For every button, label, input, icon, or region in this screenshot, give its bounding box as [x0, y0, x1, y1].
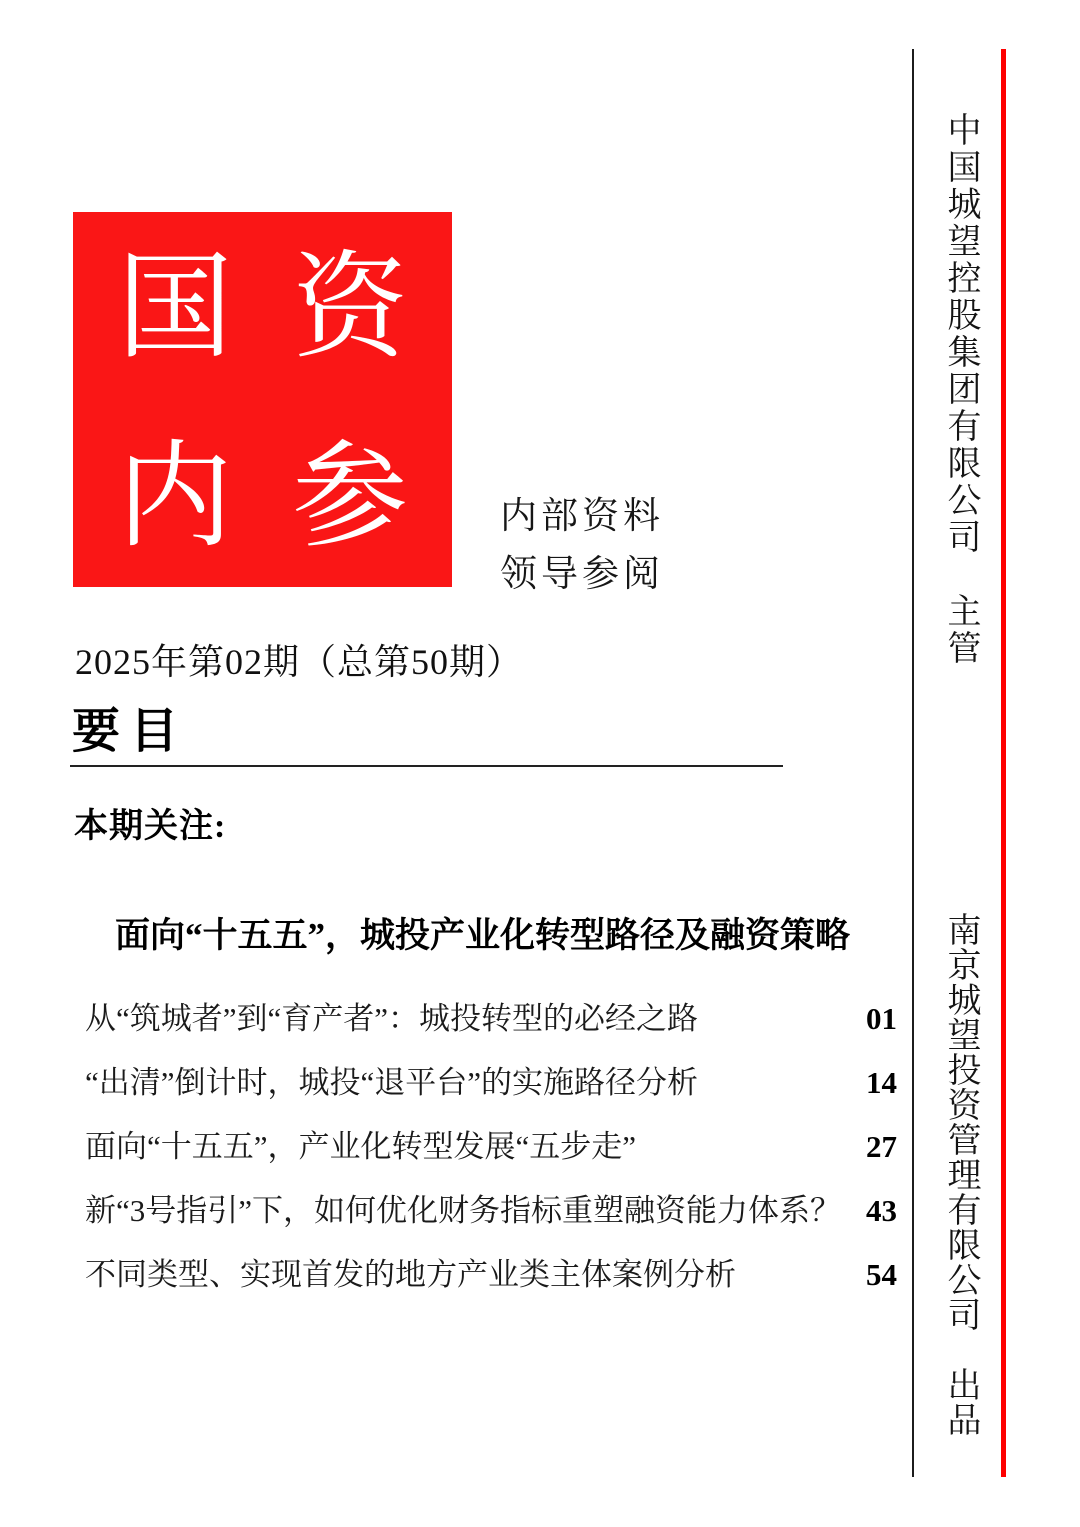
focus-label: 本期关注: — [74, 808, 227, 845]
article-page-number: 27 — [866, 1129, 897, 1164]
sidebar-divider-line — [912, 49, 914, 1477]
issue-number: 2025年第02期（总第50期） — [75, 642, 524, 682]
contents-heading: 要目 — [72, 705, 189, 758]
toc-row — [85, 1254, 897, 1295]
toc-row — [85, 1126, 897, 1167]
article-page-number: 43 — [866, 1193, 897, 1228]
supervisor-credit: 中国城望控股集团有限公司 主管 — [942, 112, 979, 667]
logo-char-guo: 国 — [117, 245, 233, 373]
table-of-contents — [85, 998, 897, 1318]
article-title: 面向“十五五”，产业化转型发展“五步走” — [85, 1129, 637, 1164]
feature-article-title: 面向“十五五”，城投产业化转型路径及融资策略 — [115, 916, 851, 955]
article-title: 从“筑城者”到“育产者”：城投转型的必经之路 — [85, 1001, 699, 1036]
article-page-number: 54 — [866, 1257, 897, 1292]
notice-line-1: 内部资料 — [500, 496, 664, 537]
article-title: 不同类型、实现首发的地方产业类主体案例分析 — [85, 1257, 736, 1292]
article-title: “出清”倒计时，城投“退平台”的实施路径分析 — [85, 1065, 699, 1100]
heading-divider — [70, 765, 783, 767]
logo-char-can: 参 — [292, 434, 408, 563]
toc-row — [85, 1190, 897, 1231]
masthead-logo — [73, 212, 452, 587]
article-title: 新“3号指引”下，如何优化财务指标重塑融资能力体系？ — [85, 1193, 842, 1228]
toc-row — [85, 1062, 897, 1103]
logo-char-zi: 资 — [292, 245, 408, 373]
notice-line-2: 领导参阅 — [500, 554, 664, 595]
article-page-number: 01 — [866, 1001, 897, 1036]
internal-use-notice — [500, 488, 664, 604]
logo-char-nei: 内 — [117, 434, 233, 563]
toc-row — [85, 998, 897, 1039]
producer-credit: 南京城望投资管理有限公司 出品 — [942, 912, 979, 1437]
article-page-number: 14 — [866, 1065, 897, 1100]
sidebar-red-accent-line — [1001, 49, 1006, 1477]
